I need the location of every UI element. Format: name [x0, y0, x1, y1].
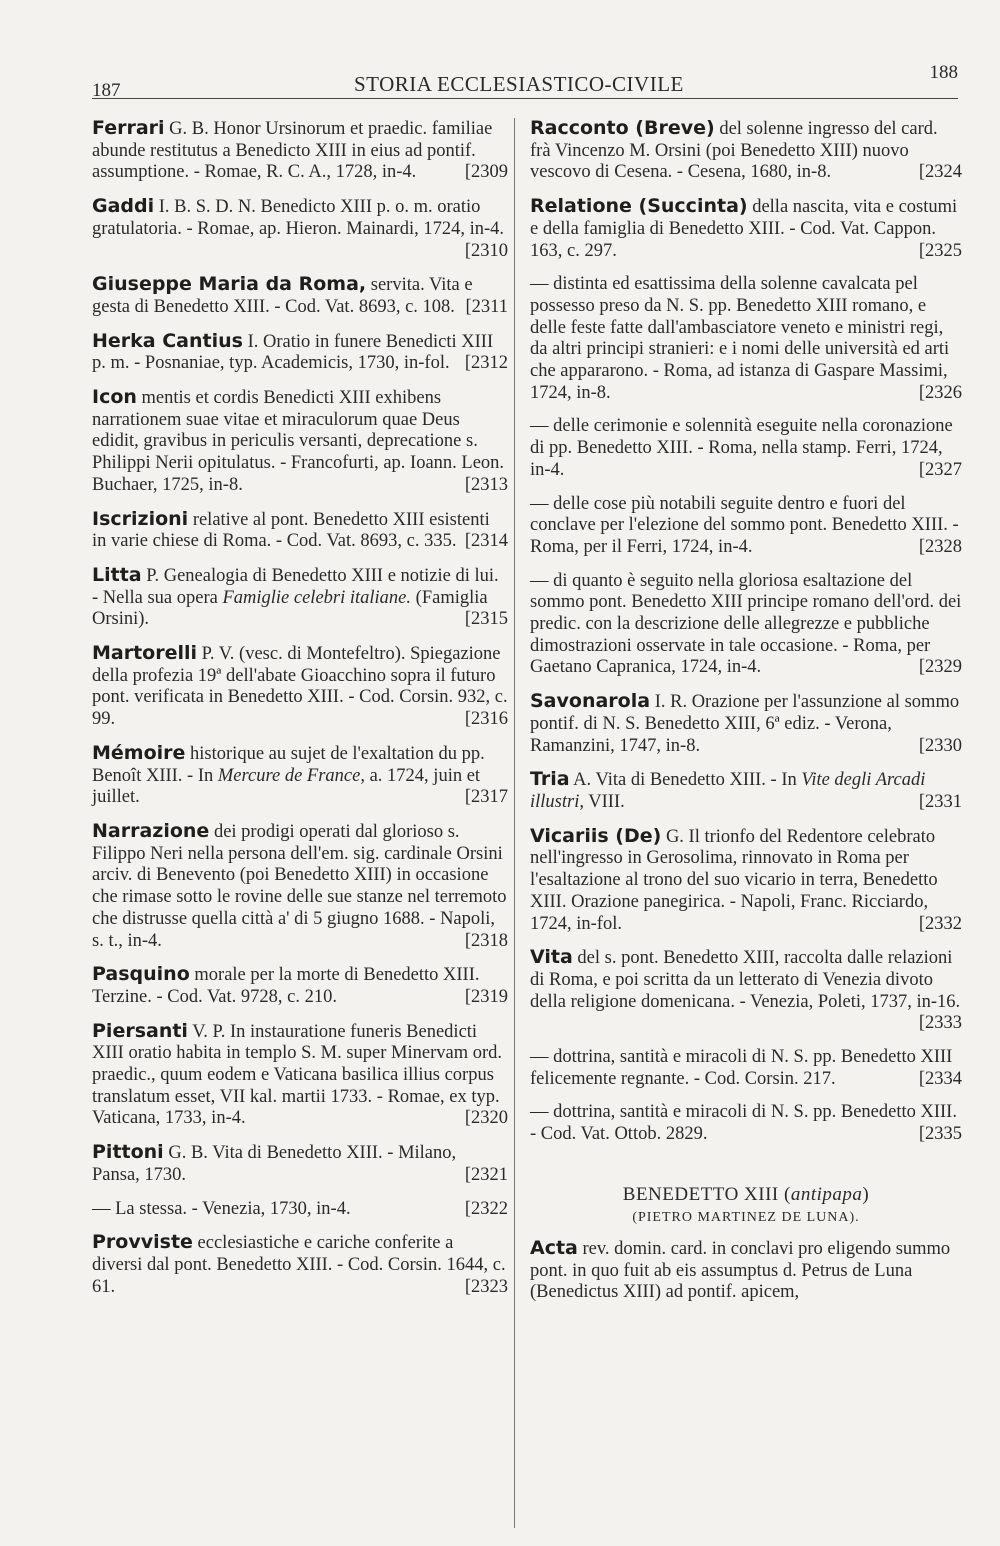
bibliography-entry [92, 331, 508, 375]
right-column [530, 118, 962, 1316]
bibliography-entry [92, 964, 508, 1008]
entry-number: [ 2317 [465, 787, 508, 809]
entry-text-tail: a. 1724, juin et juillet. [92, 765, 481, 808]
running-title: STORIA ECCLESIASTICO-CIVILE [354, 72, 684, 96]
entry-text: G. B. Vita di Benedetto XIII. - Milano, Pansa, 1730. [92, 1143, 457, 1185]
entry-headword: Acta [530, 1236, 578, 1259]
entry-headword: Iscrizioni [92, 507, 189, 530]
entry-text: dei prodigi operati dal glorioso s. Filippo Neri nella persona dell'em. sig. cardinale Orsini arciv. di Benevento (poi Benedetto XIII) in occasione che rimase sotto le rovine delle sue stanze nel terremoto che distrusse quella città a' di 5 giugno 1688. - Napoli, s. t., in-4. [92, 821, 507, 951]
bibliography-entry [530, 947, 962, 1035]
entry-text: P. Genealogia di Benedetto XIII e notizie di lui. - Nella sua opera [92, 565, 499, 608]
entry-text: — La stessa. - Venezia, 1730, in-4. [92, 1198, 351, 1219]
entry-text: P. V. (vesc. di Montefeltro). Spiegazione della profezia 19ª dell'abate Gioacchino sopra il futuro pont. verificata in Benedetto XIII. - Cod. Corsin. 932, c. 99. [92, 644, 508, 730]
entry-headword: Racconto (Breve) [530, 117, 715, 139]
bibliography-entry [92, 118, 508, 184]
entry-number: [ 2310 [465, 241, 508, 263]
entry-text: V. P. In instauratione funeris Benedicti XIII oratio habita in templo S. M. super Minervam ord. praedic., quum eodem e Vaticana basilica illius corpus translatum esset, VII kal. martii 1733. - Romae, ex typ. Vaticana, 1733, in-4. [92, 1021, 502, 1129]
entry-headword: Martorelli [92, 642, 198, 665]
entry-number: [ 2314 [465, 531, 508, 553]
entry-text-tail: VIII. [583, 791, 625, 812]
bibliography-entry [92, 274, 508, 318]
entry-headword: Tria [530, 768, 570, 791]
bibliography-entry [530, 196, 962, 262]
bibliography-entry [530, 494, 962, 559]
entry-text: — distinta ed esattissima della solenne cavalcata pel possesso preso da N. S. pp. Benedetto XIII romano, e delle feste fatte dall'ambasciatore veneto e ministri regi, da altri principi stranieri: e i nomi delle università ed arti che appararono. - Roma, ad istanza di Gaspare Massimi, 1724, in-8. [530, 274, 950, 403]
bibliography-entry [92, 509, 508, 553]
bibliography-entry [92, 821, 508, 952]
entry-text: mentis et cordis Benedicti XIII exhibens narrationem suae vitae et miraculorum quae Deus edidit, gravibus in periculis versanti, deprecatione s. Philippi Nerii opitulatus. - Francofurti, ap. Ioann. Leon. Buchaer, 1725, in-8. [92, 388, 505, 495]
entry-headword: Piersanti [92, 1019, 188, 1042]
entry-text-tail: (Famiglia Orsini). [92, 587, 488, 630]
entry-text: servita. Vita e gesta di Benedetto XIII. - Cod. Vat. 8693, c. 108. [92, 275, 473, 317]
bibliography-entry [92, 1142, 508, 1186]
entry-headword: Litta [92, 563, 142, 586]
section-title-main: BENEDETTO XIII ( [622, 1183, 791, 1205]
entry-number: [ 2309 [465, 162, 508, 184]
entry-headword: Mémoire [92, 741, 186, 764]
entry-number: [ 2333 [919, 1013, 962, 1035]
bibliography-entry [92, 1199, 508, 1221]
bibliography-entry [530, 118, 962, 184]
entry-number: [ 2323 [465, 1277, 508, 1299]
bibliography-entry [92, 565, 508, 631]
entry-headword: Savonarola [530, 690, 651, 713]
bibliography-entry [530, 1102, 962, 1145]
section-title-close: ) [862, 1183, 870, 1205]
entry-headword: Vita [530, 946, 573, 969]
entry-headword: Provviste [92, 1231, 193, 1254]
bibliography-entry [530, 691, 962, 757]
entry-headword: Pasquino [92, 963, 190, 986]
entry-number: [ 2311 [466, 297, 509, 319]
entry-number: [ 2334 [919, 1069, 962, 1091]
entry-number: [ 2327 [919, 460, 962, 482]
entry-number: [ 2324 [919, 162, 962, 184]
entry-text: relative al pont. Benedetto XIII esistenti in varie chiese di Roma. - Cod. Vat. 8693, c. 335. [92, 509, 490, 552]
bibliography-entry [530, 1238, 962, 1304]
entry-text: I. R. Orazione per l'assunzione al sommo pontif. di N. S. Benedetto XIII, 6ª ediz. - Verona, Ramanzini, 1747, in-8. [530, 692, 960, 756]
bibliography-entry [530, 826, 962, 936]
entry-number: [ 2322 [465, 1199, 508, 1221]
entry-number: [ 2330 [919, 736, 962, 758]
entry-number: [ 2335 [919, 1124, 962, 1146]
entry-headword: Icon [92, 386, 137, 409]
entry-text: I. Oratio in funere Benedicti XIII p. m. - Posnaniae, typ. Academicis, 1730, in-fol. [92, 331, 494, 374]
entry-headword: Pittoni [92, 1141, 164, 1164]
entry-headword: Vicariis (De) [530, 824, 662, 847]
entry-number: [ 2328 [919, 537, 962, 559]
entry-italic-title: Mercure de France, [217, 765, 365, 786]
page-header [92, 58, 958, 99]
entry-text: — dottrina, santità e miracoli di N. S. pp. Benedetto XIII felicemente regnante. - Cod. Corsin. 217. [530, 1047, 953, 1089]
entry-headword: Giuseppe Maria da Roma, [92, 273, 367, 296]
entry-text: — delle cerimonie e solennità eseguite nella coronazione di pp. Benedetto XIII. - Roma, nella stamp. Ferri, 1724, in-4. [530, 416, 953, 480]
entry-text: I. B. S. D. N. Benedicto XIII p. o. m. oratio gratulatoria. - Romae, ap. Hieron. Mainardi, 1724, in-4. [92, 197, 505, 239]
entry-text: — dottrina, santità e miracoli di N. S. pp. Benedetto XIII. - Cod. Vat. Ottob. 2829. [530, 1102, 957, 1145]
bibliography-entry [530, 571, 962, 680]
entry-text: della nascita, vita e costumi e della famiglia di Benedetto XIII. - Cod. Vat. Cappon. 163, c. 297. [530, 197, 958, 261]
entry-number: [ 2315 [465, 609, 508, 631]
column-divider [514, 118, 515, 1528]
entry-text: historique au sujet de l'exaltation du pp. Benoît XIII. - In [92, 743, 485, 786]
page-number-right: 188 [929, 62, 958, 83]
entry-number: [ 2312 [465, 353, 508, 375]
entry-text: — delle cose più notabili seguite dentro e fuori del conclave per l'elezione del sommo pont. Benedetto XIII. - Roma, per il Ferri, 1724, in-4. [530, 493, 959, 557]
entry-headword: Gaddi [92, 195, 155, 218]
section-title [530, 1184, 962, 1206]
left-column [92, 118, 508, 1310]
entry-text: ecclesiastiche e cariche conferite a diversi dal pont. Benedetto XIII. - Cod. Corsin. 1644, c. 61. [92, 1233, 506, 1297]
bibliography-entry [92, 1021, 508, 1131]
bibliography-entry [530, 769, 962, 813]
entry-text: rev. domin. card. in conclavi pro eligendo summo pont. in quo fuit ab eis assumptus d. Petrus de Luna (Benedictus XIII) ad pontif. apicem, [530, 1238, 951, 1303]
entry-headword: Ferrari [92, 117, 165, 139]
bibliography-entry [92, 643, 508, 731]
entry-number: [ 2313 [465, 475, 508, 497]
entry-number: [ 2321 [465, 1165, 508, 1187]
bibliography-entry [530, 274, 962, 404]
entry-text: — di quanto è seguito nella gloriosa esaltazione del sommo pont. Benedetto XIII principe romano dell'ord. dei predic. con la descrizione delle allegrezze e pubbliche dimostrazioni osservate in tale occasione. - Roma, per Gaetano Capranica, 1724, in-4. [530, 570, 962, 678]
entry-number: [ 2319 [465, 987, 508, 1009]
entry-number: [ 2329 [919, 657, 962, 679]
entry-number: [ 2318 [465, 931, 508, 953]
entry-text: del s. pont. Benedetto XIII, raccolta dalle relazioni di Roma, e poi scritta da un letterato di Venezia divoto della religione domenicana. - Venezia, Poleti, 1737, in-16. [530, 948, 961, 1012]
page-number-left: 187 [92, 80, 121, 101]
entry-number: [ 2331 [919, 792, 962, 814]
entry-italic-title: Famiglie celebri italiane. [222, 587, 412, 608]
section-subtitle: (PIETRO MARTINEZ DE LUNA). [632, 1209, 860, 1225]
bibliography-entry [92, 196, 508, 262]
entry-headword: Relatione (Succinta) [530, 195, 748, 218]
entry-number: [ 2316 [465, 709, 508, 731]
entry-headword: Herka Cantius [92, 329, 243, 352]
section-title-italic: antipapa [790, 1183, 863, 1205]
entry-italic-title: Vite degli Arcadi illustri, [530, 770, 926, 812]
entry-text: morale per la morte di Benedetto XIII. Terzine. - Cod. Vat. 9728, c. 210. [92, 965, 480, 1007]
bibliography-entry [92, 387, 508, 497]
bibliography-entry [92, 743, 508, 809]
entry-headword: Narrazione [92, 819, 210, 842]
entry-number: [ 2326 [919, 383, 962, 405]
entry-number: [ 2332 [919, 914, 962, 936]
entry-text: G. B. Honor Ursinorum et praedic. familiae abunde restitutus a Benedicto XIII in eius ad pontif. assumptione. - Romae, R. C. A., 1728, in-4. [92, 119, 493, 183]
bibliography-entry [530, 416, 962, 481]
bibliography-entry [92, 1232, 508, 1298]
entry-text: A. Vita di Benedetto XIII. - In [569, 770, 802, 791]
entry-text: del solenne ingresso del card. frà Vincenzo M. Orsini (poi Benedetto XIII) nuovo vescovo di Cesena. - Cesena, 1680, in-8. [530, 119, 938, 183]
entry-number: [ 2320 [465, 1108, 508, 1130]
entry-text: G. Il trionfo del Redentore celebrato nell'ingresso in Gerosolima, rinnovato in Roma per l'esaltazione al trono del suo vicario in terra, Benedetto XIII. Orazione panegirica. - Napoli, Franc. Ricciardo, 1724, in-fol. [530, 826, 938, 934]
entry-number: [ 2325 [919, 241, 962, 263]
bibliography-entry [530, 1047, 962, 1090]
